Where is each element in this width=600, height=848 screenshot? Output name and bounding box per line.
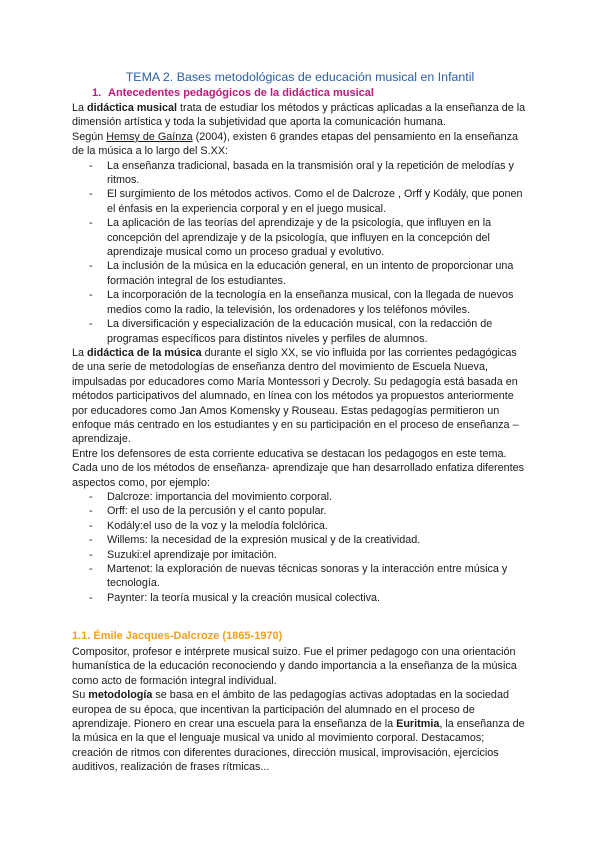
dash-bullet: -: [89, 289, 93, 302]
bold-term: didáctica musical: [87, 102, 178, 114]
dash-bullet: -: [89, 318, 93, 331]
list-item-text: La incorporación de la tecnología en la enseñanza musical, con la llegada de nuevos medios como la radio, la televisión, los ordenadores y los teléfonos móviles.: [107, 289, 514, 316]
dash-bullet: -: [89, 260, 93, 273]
list-item: [72, 159, 528, 188]
list-item: [72, 591, 528, 605]
dash-bullet: -: [89, 534, 93, 547]
dash-bullet: -: [89, 505, 93, 518]
list-item-text: La enseñanza tradicional, basada en la transmisión oral y la repetición de melodías y ritmos.: [107, 159, 514, 187]
section-number: 1.: [92, 87, 102, 99]
dash-bullet: -: [89, 159, 93, 172]
author-link[interactable]: Hemsy de Gaínza: [106, 130, 193, 143]
text-run: Su: [72, 689, 89, 702]
text-run: durante el siglo XX, se vio influida por las corrientes pedagógicas de una serie de metodologías de enseñanza dentro del movimiento de Escuela Nueva, impulsadas por educadores como María Montessori y Decroly. Su pedagogía está basada en métodos participativos del alumnado, en línea con los métodos ya propuestos anteriormente por educadores como Jan Amos Komensky y Rouseau. Estas pedagogías permitieron un enfoque más centrado en los estudiantes y en su participación en el proceso de enseñanza – aprendizaje.: [72, 346, 519, 446]
section-heading-1: [92, 86, 374, 100]
list-item: [72, 288, 528, 317]
list-item-text: El surgimiento de los métodos activos. Como el de Dalcroze , Orff y Kodály, que ponen el énfasis en la experiencia corporal y en el juego musical.: [107, 188, 523, 215]
list-item: [72, 519, 528, 533]
dash-bullet: -: [89, 188, 93, 201]
dash-bullet: -: [89, 591, 93, 604]
list-item-text: Martenot: la exploración de nuevas técnicas sonoras y la interacción entre música y tecnología.: [107, 563, 508, 590]
list-item: [72, 216, 528, 259]
list-item: [72, 548, 528, 562]
list-item-text: La diversificación y especialización de la educación musical, con la redacción de programas específicos para distintos niveles y perfiles de alumnos.: [107, 318, 493, 345]
text-run: La: [72, 346, 88, 359]
list-item: [72, 317, 528, 346]
dash-bullet: -: [89, 490, 93, 503]
dash-bullet: -: [89, 217, 93, 230]
dash-bullet: -: [89, 519, 93, 532]
paragraph-didactica-musical: [72, 101, 528, 130]
dash-bullet: -: [89, 548, 93, 561]
list-item: [72, 490, 528, 504]
list-item-text: Orff: el uso de la percusión y el canto popular.: [107, 505, 327, 518]
list-item-text: Dalcroze: importancia del movimiento corporal.: [107, 490, 333, 503]
paragraph-metodologia: [72, 688, 528, 774]
text-run: trata de estudiar los métodos y prácticas aplicadas a la enseñanza de la dimensión artística y toda la subjetividad que aporta la comunicación humana.: [72, 102, 526, 129]
section-1-1-body: [72, 645, 528, 775]
text-run: se basa en el ámbito de las pedagogías activas adoptadas en la sociedad europea de su época, que incentivan la participación del alumnado en el proceso de aprendizaje. Pionero en crear una escuela para la enseñanza de la: [72, 689, 509, 731]
dash-bullet: -: [89, 563, 93, 575]
list-item: [72, 504, 528, 518]
bold-term: metodología: [88, 689, 153, 702]
bold-term: didáctica de la música: [87, 346, 202, 359]
paragraph-defensores: Entre los defensores de esta corriente educativa se destacan los pedagogos en este tema. Cada uno de los métodos de enseñanza- aprendizaje que han desarrollado enfatiza diferentes aspectos como, por ejemplo:: [72, 447, 524, 489]
list-item-text: Kodály:el uso de la voz y la melodía folclórica.: [107, 519, 328, 532]
list-item: [72, 259, 528, 288]
list-item-text: La inclusión de la música en la educación general, en un intento de proporcionar una formación integral de los estudiantes.: [107, 260, 514, 287]
list-item-text: Paynter: la teoría musical y la creación musical colectiva.: [107, 591, 381, 604]
section-1-body: [72, 101, 528, 605]
list-item: [72, 187, 528, 216]
list-item-text: Willems: la necesidad de la expresión musical y de la creatividad.: [107, 534, 421, 547]
paragraph-dalcroze-bio: Compositor, profesor e intérprete musical suizo. Fue el primer pedagogo con una orientación humanística de la educación reconociendo y dando importancia a la enseñanza de la música como acto de formación integral individual.: [72, 646, 517, 687]
list-item: [72, 562, 528, 591]
list-item: [72, 533, 528, 547]
text-run: (2004), existen 6 grandes etapas del pensamiento en la enseñanza de la música a lo largo del S.XX:: [72, 130, 518, 158]
bold-term: Euritmia: [396, 718, 440, 731]
text-run: La: [72, 102, 88, 114]
pedagogues-list: [72, 490, 528, 605]
list-item-text: Suzuki:el aprendizaje por imitación.: [107, 548, 277, 561]
document-title: TEMA 2. Bases metodológicas de educación musical en Infantil: [125, 70, 475, 84]
text-run: , la enseñanza de la música en la que el lenguaje musical va unido al movimiento corporal. Destacamos; creación de ritmos con diferentes duraciones, dirección musical, improvisación, ejercicios auditivos, realización de frases rítmicas...: [72, 718, 525, 774]
paragraph-didactica-musica: [72, 346, 528, 447]
section-heading-1-1: 1.1. Émile Jacques-Dalcroze (1865-1970): [72, 630, 283, 642]
list-item-text: La aplicación de las teorías del aprendizaje y de la psicología, que influyen en la concepción del aprendizaje y de la psicología, que influyen en la concepción del aprendizaje musical como un proceso gradual y evolutivo.: [107, 217, 492, 259]
paragraph-hemsy: [72, 130, 528, 159]
stages-list: [72, 159, 528, 346]
section-heading-text: Antecedentes pedagógicos de la didáctica musical: [108, 87, 374, 99]
text-run: Según: [72, 130, 107, 143]
